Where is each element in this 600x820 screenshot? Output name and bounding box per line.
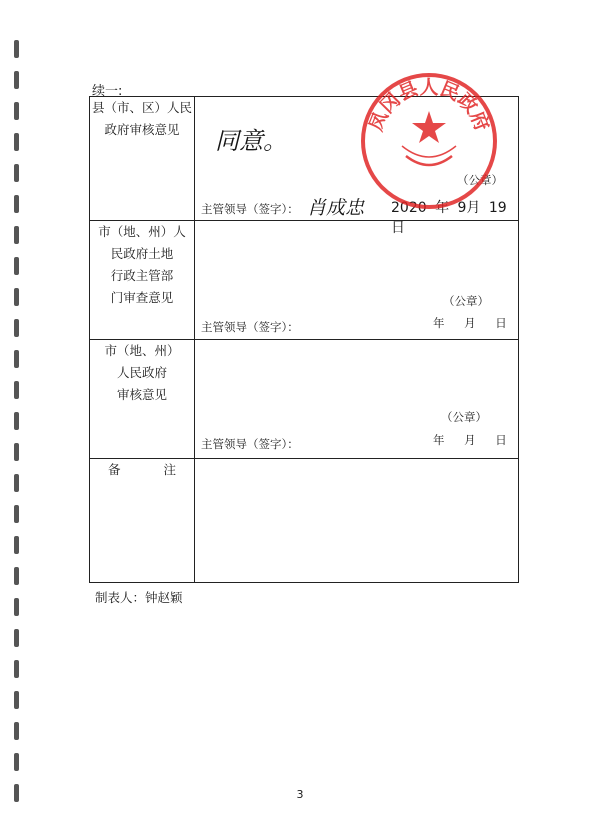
date-text: 年 月 日 <box>433 316 507 330</box>
seal-label: （公章） <box>443 294 489 308</box>
table-row <box>90 221 519 340</box>
table-row <box>90 97 519 221</box>
binding-hole <box>14 505 19 523</box>
table-row <box>90 340 519 459</box>
binding-holes <box>14 40 22 820</box>
county-review-content <box>195 97 519 236</box>
binding-hole <box>14 474 19 492</box>
binding-hole <box>14 753 19 771</box>
binding-hole <box>14 164 19 182</box>
binding-hole <box>14 319 19 337</box>
binding-hole <box>14 195 19 213</box>
approval-table <box>89 96 519 583</box>
binding-hole <box>14 536 19 554</box>
binding-hole <box>14 443 19 461</box>
municipal-land-dept-label: 市（地、州）人 民政府土地 行政主管部 门审查意见 <box>90 221 195 340</box>
binding-hole <box>14 691 19 709</box>
binding-hole <box>14 567 19 585</box>
binding-hole <box>14 102 19 120</box>
page-number: 3 <box>296 788 304 801</box>
continued-label: 续一: <box>92 84 123 99</box>
binding-hole <box>14 629 19 647</box>
binding-hole <box>14 350 19 368</box>
opinion-handwriting: 同意。 <box>215 127 287 155</box>
binding-hole <box>14 722 19 740</box>
leader-label: 主管领导（签字）： <box>201 437 299 451</box>
binding-hole <box>14 288 19 306</box>
leader-label: 主管领导（签字）： <box>201 320 299 334</box>
binding-hole <box>14 40 19 58</box>
seal-label: （公章） <box>457 173 503 187</box>
municipal-gov-review-label: 市（地、州） 人民政府 审核意见 <box>90 340 195 459</box>
date-text: 年 月 日 <box>433 433 507 447</box>
binding-hole <box>14 660 19 678</box>
binding-hole <box>14 412 19 430</box>
binding-hole <box>14 226 19 244</box>
municipal-gov-review-content <box>195 340 519 459</box>
seal-label: （公章） <box>441 410 487 424</box>
binding-hole <box>14 257 19 275</box>
binding-hole <box>14 598 19 616</box>
binding-hole <box>14 71 19 89</box>
preparer-label: 制表人：钟赵颖 <box>95 590 183 605</box>
remarks-label: 备 注 <box>90 459 195 583</box>
leader-label: 主管领导（签字）： <box>201 202 299 216</box>
date-text: 2020 年 9月 19日 <box>391 200 507 236</box>
municipal-land-dept-content <box>195 221 519 340</box>
leader-signature: 肖成忠 <box>307 197 365 219</box>
binding-hole <box>14 133 19 151</box>
remarks-content <box>195 459 519 583</box>
binding-hole <box>14 381 19 399</box>
table-row <box>90 459 519 583</box>
seal-text: 凤冈县人民政府 <box>365 76 493 135</box>
county-review-label: 县（市、区）人民 政府审核意见 <box>90 97 195 221</box>
